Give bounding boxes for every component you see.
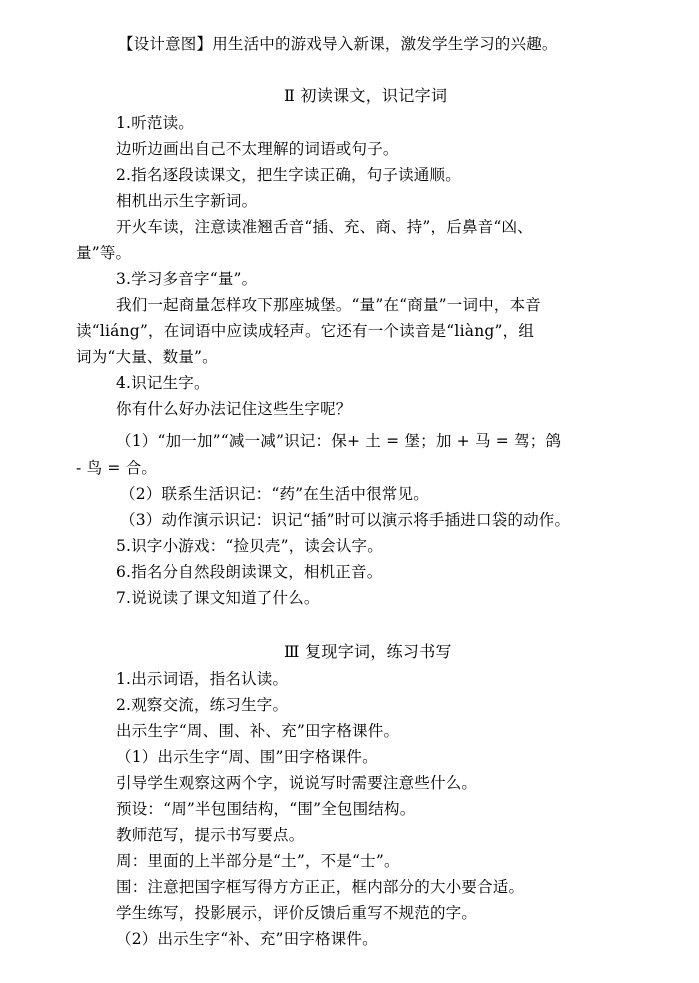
section-2-line: 7.说说读了课文知道了什么。 — [116, 589, 320, 607]
section-2-heading: Ⅱ 初读课文，识记字词 — [284, 86, 448, 105]
section-3-line: 1.出示词语，指名认读。 — [116, 670, 289, 688]
section-2-line: 开火车读，注意读准翘舌音“插、充、商、持”，后鼻音“凶、 — [116, 218, 533, 236]
section-3-line: （1）出示生字“周、围”田字格课件。 — [116, 748, 378, 766]
section-3-line: 教师范写，提示书写要点。 — [116, 826, 305, 844]
section-3-line: 出示生字“周、围、补、充”田字格课件。 — [116, 722, 400, 740]
section-3-line: 预设：“周”半包围结构，“围”全包围结构。 — [116, 800, 416, 818]
section-2-line: 量”等。 — [76, 244, 132, 262]
section-2-line: - 鸟 = 合。 — [76, 459, 158, 477]
section-3-line: 2.观察交流，练习生字。 — [116, 696, 289, 714]
section-3-line: 引导学生观察这两个字，说说写时需要注意些什么。 — [116, 774, 478, 792]
section-2-line: 词为“大量、数量”。 — [76, 348, 218, 366]
section-2-line: 3.学习多音字“量”。 — [116, 270, 258, 288]
section-2-line: 相机出示生字新词。 — [116, 192, 258, 210]
section-2-line: （2）联系生活识记：“药”在生活中很常见。 — [120, 485, 429, 503]
section-3-line: 围：注意把国字框写得方方正正，框内部分的大小要合适。 — [116, 878, 525, 896]
section-2-line: 读“liáng”，在词语中应读成轻声。它还有一个读音是“liàng”，组 — [76, 322, 535, 340]
section-3-heading: Ⅲ 复现字词，练习书写 — [284, 642, 452, 661]
section-3-line: 周：里面的上半部分是“土”，不是“士”。 — [116, 852, 400, 870]
section-2-line: 5.识字小游戏：“捡贝壳”，读会认字。 — [116, 537, 383, 555]
section-2-line: 边听边画出自己不太理解的词语或句子。 — [116, 140, 399, 158]
section-3-line: 学生练写，投影展示，评价反馈后重写不规范的字。 — [116, 904, 478, 922]
section-2-line: （1）“加一加”“减一减”识记：保+ 土 = 堡；加 + 马 = 驾；鸽 — [116, 432, 562, 450]
section-2-line: 我们一起商量怎样攻下那座城堡。“量”在“商量”一词中，本音 — [116, 296, 541, 314]
section-2-line: 6.指名分自然段朗读课文，相机正音。 — [116, 563, 383, 581]
design-intent-note: 【设计意图】用生活中的游戏导入新课，激发学生学习的兴趣。 — [118, 35, 558, 53]
section-2-line: 你有什么好办法记住这些生字呢？ — [116, 400, 352, 418]
section-2-line: （3）动作演示识记：识记“插”时可以演示将手插进口袋的动作。 — [120, 511, 571, 529]
section-2-line: 1.听范读。 — [116, 114, 194, 132]
section-2-line: 2.指名逐段读课文，把生字读正确，句子读通顺。 — [116, 166, 461, 184]
section-3-line: （2）出示生字“补、充”田字格课件。 — [116, 930, 378, 948]
section-2-line: 4.识记生字。 — [116, 374, 210, 392]
